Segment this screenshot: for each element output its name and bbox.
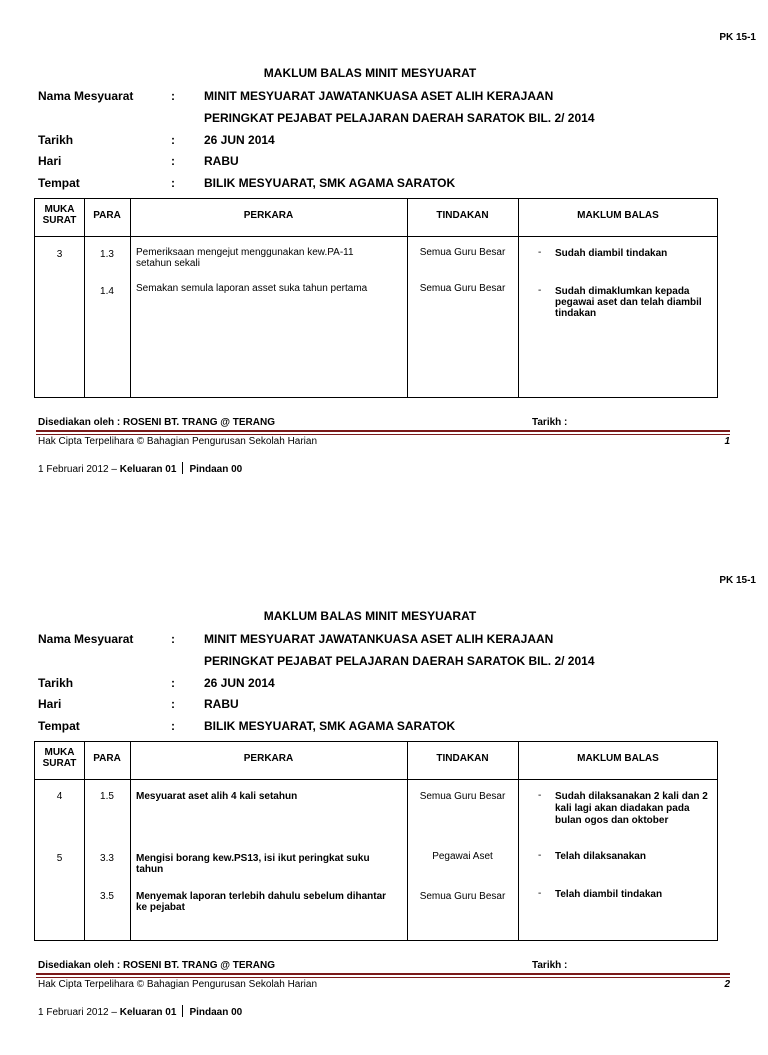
- minutes-table: [34, 198, 718, 398]
- copyright: Hak Cipta Terpelihara © Bahagian Pengurusan Sekolah Harian: [38, 979, 318, 990]
- tarikh-label: Tarikh: [38, 676, 74, 690]
- tarikh-value: 26 JUN 2014: [204, 676, 275, 690]
- separator: [182, 462, 183, 474]
- cell-para: 3.3: [100, 853, 114, 864]
- tempat-value: BILIK MESYUARAT, SMK AGAMA SARATOK: [204, 719, 456, 733]
- hari-value: RABU: [204, 154, 239, 168]
- cell-muka: 5: [56, 853, 63, 864]
- separator: [182, 1005, 183, 1017]
- cell-para: 1.3: [100, 249, 114, 260]
- cell-maklum-balas: Sudah diambil tindakan: [555, 248, 668, 259]
- cell-tindakan: Semua Guru Besar: [419, 791, 506, 802]
- cell-para: 1.4: [100, 286, 114, 297]
- cell-tindakan: Semua Guru Besar: [419, 891, 506, 902]
- column-divider: [130, 742, 131, 940]
- bullet-dash: -: [538, 850, 542, 861]
- colon: :: [171, 89, 175, 103]
- header-tindakan: TINDAKAN: [436, 753, 489, 764]
- header-muka-line2: SURAT: [42, 758, 77, 769]
- bullet-dash: -: [538, 888, 542, 899]
- tempat-label: Tempat: [38, 719, 80, 733]
- header-maklum-balas: MAKLUM BALAS: [577, 210, 659, 221]
- column-divider: [518, 199, 519, 397]
- issue-date: 1 Februari 2012 –: [38, 464, 117, 475]
- footer-rule: [36, 977, 730, 978]
- cell-para: 1.5: [100, 791, 114, 802]
- header-muka-surat: [35, 204, 84, 226]
- header-perkara: PERKARA: [243, 210, 294, 221]
- column-divider: [518, 742, 519, 940]
- document-page-2: [0, 543, 768, 1055]
- header-muka-surat: [35, 747, 84, 769]
- cell-perkara: Mengisi borang kew.PS13, isi ikut peringkat suku tahun: [136, 853, 370, 875]
- header-para: PARA: [93, 210, 121, 221]
- nama-mesyuarat-value-line2: PERINGKAT PEJABAT PELAJARAN DAERAH SARATOK BIL. 2/ 2014: [204, 111, 595, 125]
- keluaran: Keluaran 01: [119, 1007, 177, 1018]
- page-number: 1: [724, 436, 730, 447]
- header-divider: [35, 236, 717, 237]
- form-code: PK 15-1: [719, 32, 756, 43]
- tarikh-footer: Tarikh :: [532, 417, 568, 428]
- column-divider: [130, 199, 131, 397]
- cell-maklum-balas: Telah dilaksanakan: [555, 851, 646, 862]
- bullet-dash: -: [538, 790, 542, 801]
- cell-perkara: Pemeriksaan mengejut menggunakan kew.PA-11 setahun sekali: [136, 247, 354, 269]
- header-divider: [35, 779, 717, 780]
- hari-value: RABU: [204, 697, 239, 711]
- colon: :: [171, 632, 175, 646]
- footer-rule: [36, 430, 730, 432]
- pindaan: Pindaan 00: [189, 1007, 243, 1018]
- footer-rule: [36, 434, 730, 435]
- nama-mesyuarat-label: Nama Mesyuarat: [38, 632, 134, 646]
- tarikh-value: 26 JUN 2014: [204, 133, 275, 147]
- cell-maklum-balas: Sudah dimaklumkan kepada pegawai aset dan telah diambil tindakan: [555, 286, 702, 319]
- column-divider: [84, 199, 85, 397]
- header-muka-line2: SURAT: [42, 215, 77, 226]
- nama-mesyuarat-value-line1: MINIT MESYUARAT JAWATANKUASA ASET ALIH KERAJAAN: [204, 89, 554, 103]
- disediakan-oleh: Disediakan oleh : ROSENI BT. TRANG @ TERANG: [38, 417, 276, 428]
- tarikh-footer: Tarikh :: [532, 960, 568, 971]
- nama-mesyuarat-value-line2: PERINGKAT PEJABAT PELAJARAN DAERAH SARATOK BIL. 2/ 2014: [204, 654, 595, 668]
- colon: :: [171, 676, 175, 690]
- column-divider: [407, 742, 408, 940]
- cell-tindakan: Semua Guru Besar: [419, 247, 506, 258]
- disediakan-oleh: Disediakan oleh : ROSENI BT. TRANG @ TERANG: [38, 960, 276, 971]
- document-page-1: [0, 0, 768, 512]
- cell-maklum-balas: Telah diambil tindakan: [555, 889, 663, 900]
- pindaan: Pindaan 00: [189, 464, 243, 475]
- cell-tindakan: Pegawai Aset: [432, 851, 493, 862]
- cell-maklum-balas: Sudah dilaksanakan 2 kali dan 2 kali lagi akan diadakan pada bulan ogos dan oktober: [555, 791, 708, 826]
- nama-mesyuarat-value-line1: MINIT MESYUARAT JAWATANKUASA ASET ALIH KERAJAAN: [204, 632, 554, 646]
- header-maklum-balas: MAKLUM BALAS: [577, 753, 659, 764]
- cell-perkara: Mesyuarat aset alih 4 kali setahun: [136, 791, 298, 802]
- cell-perkara: Menyemak laporan terlebih dahulu sebelum dihantar ke pejabat: [136, 891, 387, 913]
- colon: :: [171, 154, 175, 168]
- bullet-dash: -: [538, 285, 542, 296]
- copyright: Hak Cipta Terpelihara © Bahagian Pengurusan Sekolah Harian: [38, 436, 318, 447]
- issue-line: [38, 1005, 242, 1018]
- issue-line: [38, 462, 242, 475]
- cell-para: 3.5: [100, 891, 114, 902]
- tarikh-label: Tarikh: [38, 133, 74, 147]
- header-para: PARA: [93, 753, 121, 764]
- keluaran: Keluaran 01: [119, 464, 177, 475]
- colon: :: [171, 697, 175, 711]
- cell-perkara: Semakan semula laporan asset suka tahun pertama: [136, 283, 368, 294]
- column-divider: [84, 742, 85, 940]
- form-code: PK 15-1: [719, 575, 756, 586]
- column-divider: [407, 199, 408, 397]
- nama-mesyuarat-label: Nama Mesyuarat: [38, 89, 134, 103]
- hari-label: Hari: [38, 697, 62, 711]
- bullet-dash: -: [538, 247, 542, 258]
- header-tindakan: TINDAKAN: [436, 210, 489, 221]
- header-muka-line1: MUKA: [44, 747, 75, 758]
- issue-date: 1 Februari 2012 –: [38, 1007, 117, 1018]
- hari-label: Hari: [38, 154, 62, 168]
- tempat-value: BILIK MESYUARAT, SMK AGAMA SARATOK: [204, 176, 456, 190]
- minutes-table: [34, 741, 718, 941]
- colon: :: [171, 719, 175, 733]
- header-perkara: PERKARA: [243, 753, 294, 764]
- cell-muka: 3: [56, 249, 63, 260]
- tempat-label: Tempat: [38, 176, 80, 190]
- document-title: MAKLUM BALAS MINIT MESYUARAT: [263, 66, 477, 80]
- document-title: MAKLUM BALAS MINIT MESYUARAT: [263, 609, 477, 623]
- page-number: 2: [724, 979, 730, 990]
- cell-tindakan: Semua Guru Besar: [419, 283, 506, 294]
- header-muka-line1: MUKA: [44, 204, 75, 215]
- footer-rule: [36, 973, 730, 975]
- colon: :: [171, 133, 175, 147]
- cell-muka: 4: [56, 791, 63, 802]
- colon: :: [171, 176, 175, 190]
